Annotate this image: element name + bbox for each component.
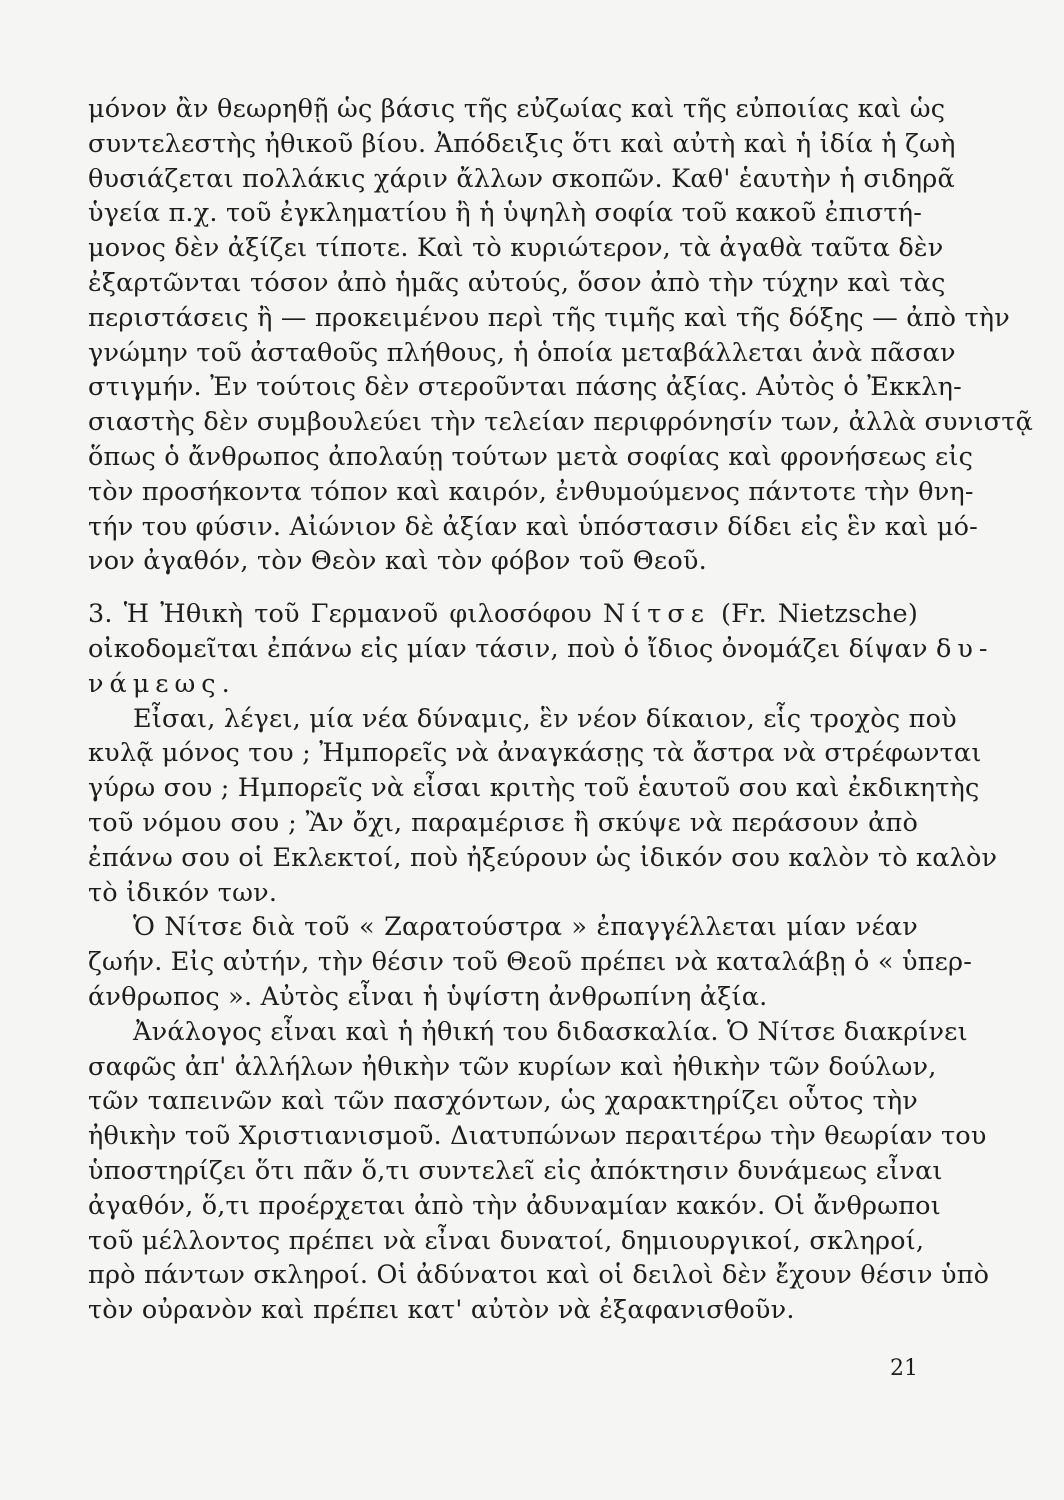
- text-line: τοῦ νόμου σου ; Ἂν ὄχι, παραμέρισε ἢ σκύψε νὰ περάσουν ἀπὸ: [88, 807, 918, 838]
- spaced-term-part-1: δυ-: [936, 633, 994, 664]
- text-line: τὸν προσήκοντα τόπον καὶ καιρόν, ἐνθυμούμενος πάντοτε τὴν θνη-: [88, 476, 974, 507]
- text-line: γνώμην τοῦ ἀσταθοῦς πλήθους, ἡ ὁποία μεταβάλλεται ἀνὰ πᾶσαν: [88, 337, 956, 368]
- paragraph-4: [88, 910, 973, 1014]
- text-line: ἠθικὴν τοῦ Χριστιανισμοῦ. Διατυπώνων περαιτέρω τὴν θεωρίαν του: [88, 1121, 987, 1152]
- text-line: τὸ ἰδικόν των.: [88, 877, 278, 908]
- text-line: ἐξαρτῶνται τόσον ἀπὸ ἡμᾶς αὐτούς, ὅσον ἀπὸ τὴν τύχην καὶ τὰς: [88, 267, 946, 298]
- paragraph-2-section-3: [88, 597, 994, 701]
- author-name-latin: (Fr. Nietzsche): [710, 599, 919, 630]
- text-line: θυσιάζεται πολλάκις χάριν ἄλλων σκοπῶν. Καθ' ἑαυτὴν ἡ σιδηρᾶ: [88, 163, 955, 194]
- section-3-intro: 3. Ἡ Ἠθικὴ τοῦ Γερμανοῦ φιλοσόφου: [88, 599, 603, 630]
- text-line: ὅπως ὁ ἄνθρωπος ἀπολαύῃ τούτων μετὰ σοφίας καὶ φρονήσεως εἰς: [88, 441, 974, 472]
- text-line: άνθρωπος ». Αὐτὸς εἶναι ἡ ὑψίστη ἀνθρωπίνη ἀξία.: [88, 981, 768, 1012]
- text-line: ὑποστηρίζει ὅτι πᾶν ὅ,τι συντελεῖ εἰς ἀπόκτησιν δυνάμεως εἶναι: [88, 1155, 943, 1186]
- text-line: τοῦ μέλλοντος πρέπει νὰ εἶναι δυνατοί, δημιουργικοί, σκληροί,: [88, 1225, 925, 1256]
- text-line: τὸν οὐρανὸν καὶ πρέπει κατ' αὐτὸν νὰ ἐξαφανισθοῦν.: [88, 1295, 795, 1326]
- page-number: 21: [890, 1356, 918, 1381]
- text-line: [88, 597, 918, 632]
- section-3-line-2: οἰκοδομεῖται ἐπάνω εἰς μίαν τάσιν, ποὺ ὁ ἴδιος ὀνομάζει δίψαν: [88, 633, 937, 664]
- text-line: Εἶσαι, λέγει, μία νέα δύναμις, ἓν νέον δίκαιον, εἷς τροχὸς ποὺ: [133, 703, 957, 734]
- text-line: Ὁ Νίτσε διὰ τοῦ « Ζαρατούστρα » ἐπαγγέλλεται μίαν νέαν: [133, 912, 918, 943]
- text-line: σιαστὴς δὲν συμβουλεύει τὴν τελείαν περιφρόνησίν των, ἀλλὰ συνιστᾷ: [88, 407, 1033, 438]
- text-line: κυλᾷ μόνος του ; Ἠμπορεῖς νὰ ἀναγκάσῃς τὰ ἄστρα νὰ στρέφωνται: [88, 738, 982, 769]
- author-name-spaced: Νίτσε: [602, 599, 711, 630]
- section-gap: [88, 579, 918, 597]
- text-line: γύρω σου ; Ημπορεῖς νὰ εἶσαι κριτὴς τοῦ ἑαυτοῦ σου καὶ ἐκδικητὴς: [88, 773, 980, 804]
- paragraph-3: [88, 702, 998, 911]
- text-line: [88, 667, 918, 702]
- text-line: περιστάσεις ἢ — προκειμένου περὶ τῆς τιμῆς καὶ τῆς δόξης — ἀπὸ τὴν: [88, 302, 1010, 333]
- text-line: μονος δὲν ἀξίζει τίποτε. Καὶ τὸ κυριώτερον, τὰ ἀγαθὰ ταῦτα δὲν: [88, 233, 944, 264]
- spaced-term-part-2: νάμεως.: [88, 668, 236, 699]
- text-line: ἀγαθόν, ὅ,τι προέρχεται ἀπὸ τὴν ἀδυναμίαν κακόν. Οἱ ἄνθρωποι: [88, 1190, 941, 1221]
- text-line: σαφῶς ἀπ' ἀλλήλων ἠθικὴν τῶν κυρίων καὶ ἠθικὴν τῶν δούλων,: [88, 1051, 937, 1082]
- text-line: συντελεστὴς ἠθικοῦ βίου. Ἀπόδειξις ὅτι καὶ αὐτὴ καὶ ἡ ἰδία ἡ ζωὴ: [88, 128, 956, 159]
- text-line: Ἀνάλογος εἶναι καὶ ἡ ἠθική του διδασκαλία. Ὁ Νίτσε διακρίνει: [133, 1016, 968, 1047]
- text-line: μόνον ἂν θεωρηθῇ ὡς βάσις τῆς εὐζωίας καὶ τῆς εὐποιίας καὶ ὡς: [88, 94, 946, 124]
- text-line: πρὸ πάντων σκληροί. Οἱ ἀδύνατοι καὶ οἱ δειλοὶ δὲν ἔχουν θέσιν ὑπὸ: [88, 1260, 990, 1291]
- text-line: νον ἀγαθόν, τὸν Θεὸν καὶ τὸν φόβον τοῦ Θεοῦ.: [88, 546, 707, 577]
- body-text: [88, 92, 1033, 1328]
- paragraph-5: [88, 1015, 990, 1328]
- paragraph-1: [88, 92, 1033, 579]
- text-line: ὑγεία π.χ. τοῦ ἐγκληματίου ἢ ἡ ὑψηλὴ σοφία τοῦ κακοῦ ἐπιστή-: [88, 198, 923, 229]
- text-line: στιγμήν. Ἐν τούτοις δὲν στεροῦνται πάσης ἀξίας. Αὐτὸς ὁ Ἐκκλη-: [88, 372, 962, 403]
- text-line: τῶν ταπεινῶν καὶ τῶν πασχόντων, ὡς χαρακτηρίζει οὗτος τὴν: [88, 1086, 918, 1117]
- text-line: ζωήν. Εἰς αὐτήν, τὴν θέσιν τοῦ Θεοῦ πρέπει νὰ καταλάβῃ ὁ « ὑπερ-: [88, 947, 973, 978]
- text-line: [88, 632, 994, 667]
- text-line: τήν του φύσιν. Αἰώνιον δὲ ἀξίαν καὶ ὑπόστασιν δίδει εἰς ἓν καὶ μό-: [88, 511, 978, 542]
- text-line: ἐπάνω σου οἱ Εκλεκτοί, ποὺ ἠξεύρουν ὡς ἰδικόν σου καλὸν τὸ καλὸν: [88, 842, 998, 873]
